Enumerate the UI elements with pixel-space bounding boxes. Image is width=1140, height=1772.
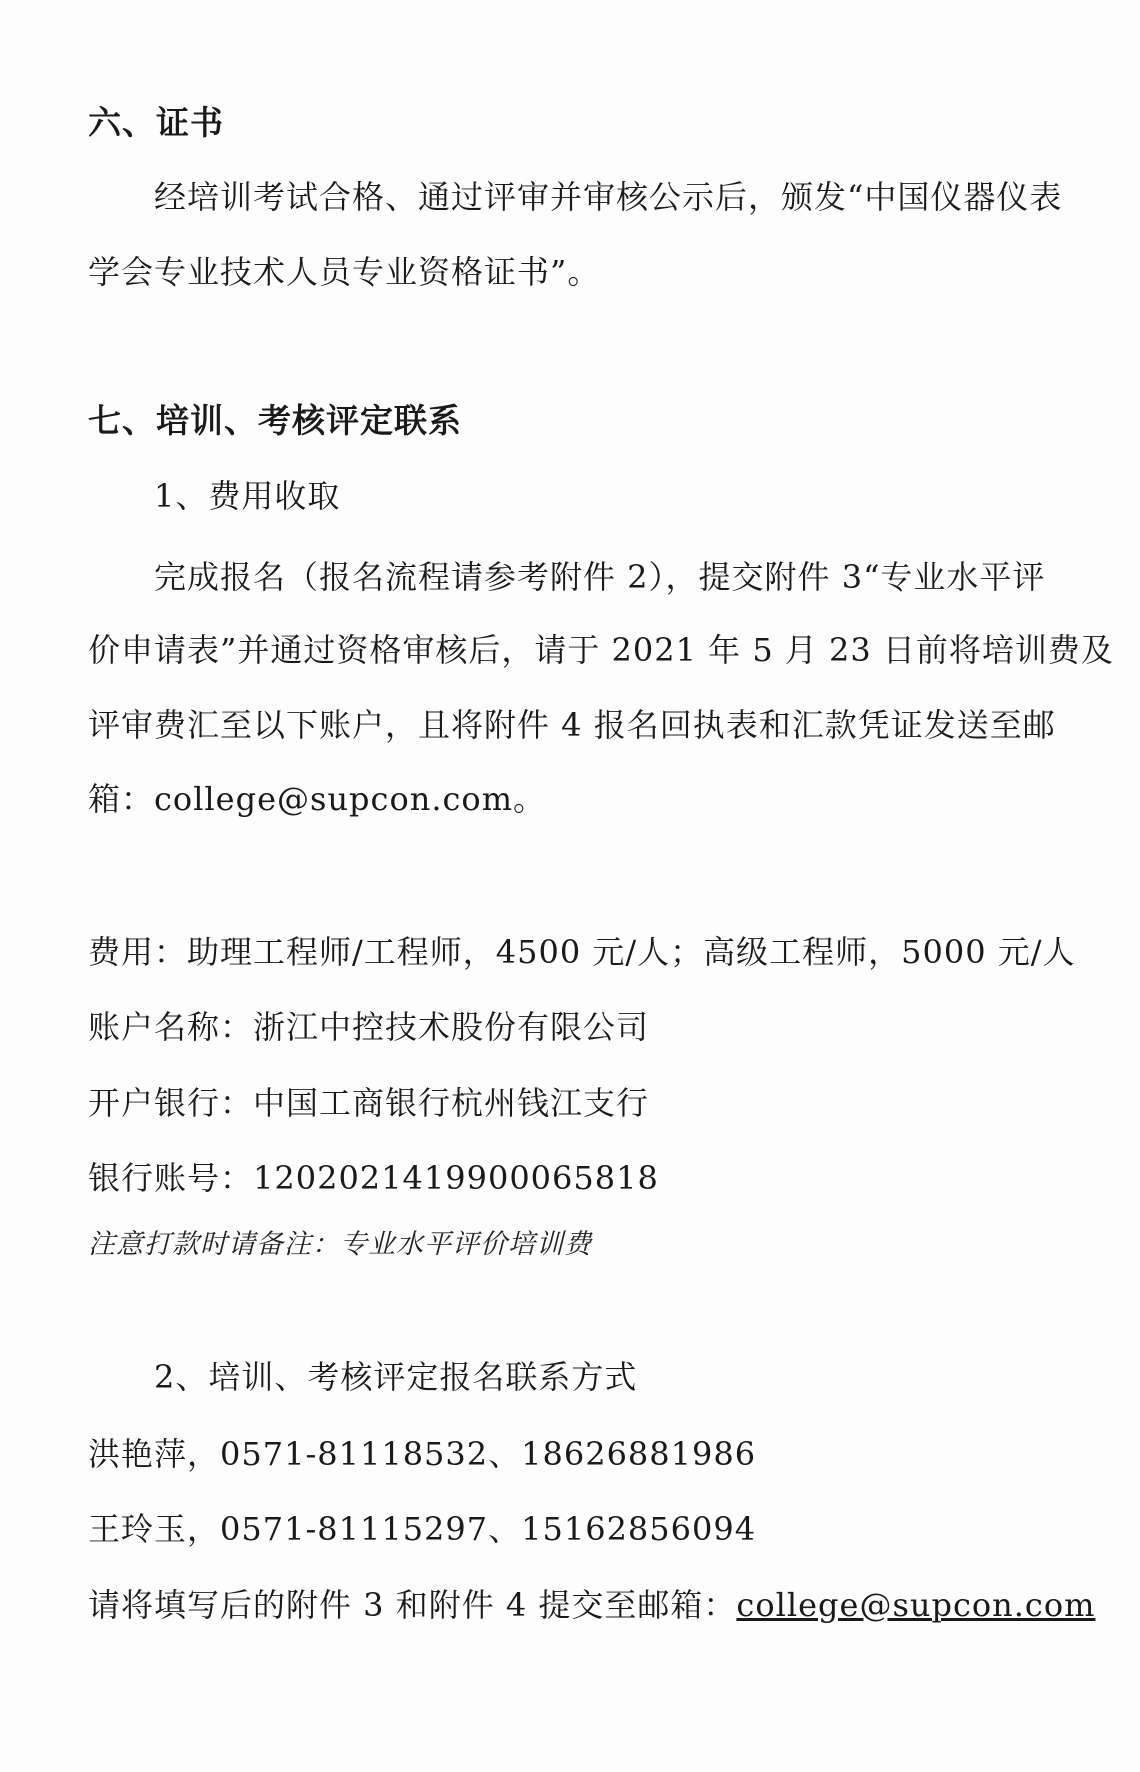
payment-note: 注意打款时请备注：专业水平评价培训费 (88, 1229, 592, 1260)
submit-line (88, 1582, 1096, 1628)
fee-line: 费用：助理工程师/工程师，4500 元/人；高级工程师，5000 元/人 (88, 933, 1076, 971)
bank-line: 开户银行：中国工商银行杭州钱江支行 (88, 1084, 650, 1122)
contact-line-1: 洪艳萍，0571-81118532、18626881986 (88, 1435, 757, 1473)
contact-line-2: 王玲玉，0571-81115297、15162856094 (88, 1510, 757, 1548)
account-name-line: 账户名称：浙江中控技术股份有限公司 (88, 1008, 650, 1046)
section7-paragraph-line-3: 评审费汇至以下账户，且将附件 4 报名回执表和汇款凭证发送至邮 (88, 706, 1056, 744)
submit-prefix: 请将填写后的附件 3 和附件 4 提交至邮箱： (88, 1586, 737, 1624)
section6-heading: 六、证书 (88, 103, 224, 142)
section7-paragraph-line-1: 完成报名（报名流程请参考附件 2），提交附件 3“专业水平评 (154, 558, 1046, 596)
section6-paragraph-line-2: 学会专业技术人员专业资格证书”。 (88, 253, 601, 291)
sub1-title: 1、费用收取 (154, 477, 341, 515)
submit-email-link[interactable]: college@supcon.com (736, 1586, 1096, 1624)
section7-paragraph-line-2: 价申请表”并通过资格审核后，请于 2021 年 5 月 23 日前将培训费及 (88, 631, 1114, 669)
sub2-title: 2、培训、考核评定报名联系方式 (154, 1358, 638, 1396)
section7-heading: 七、培训、考核评定联系 (88, 401, 462, 440)
section7-paragraph-line-4: 箱：college@supcon.com。 (88, 780, 547, 818)
section6-paragraph-line-1: 经培训考试合格、通过评审并审核公示后，颁发“中国仪器仪表 (154, 178, 1063, 216)
account-number-line: 银行账号：1202021419900065818 (88, 1159, 659, 1197)
